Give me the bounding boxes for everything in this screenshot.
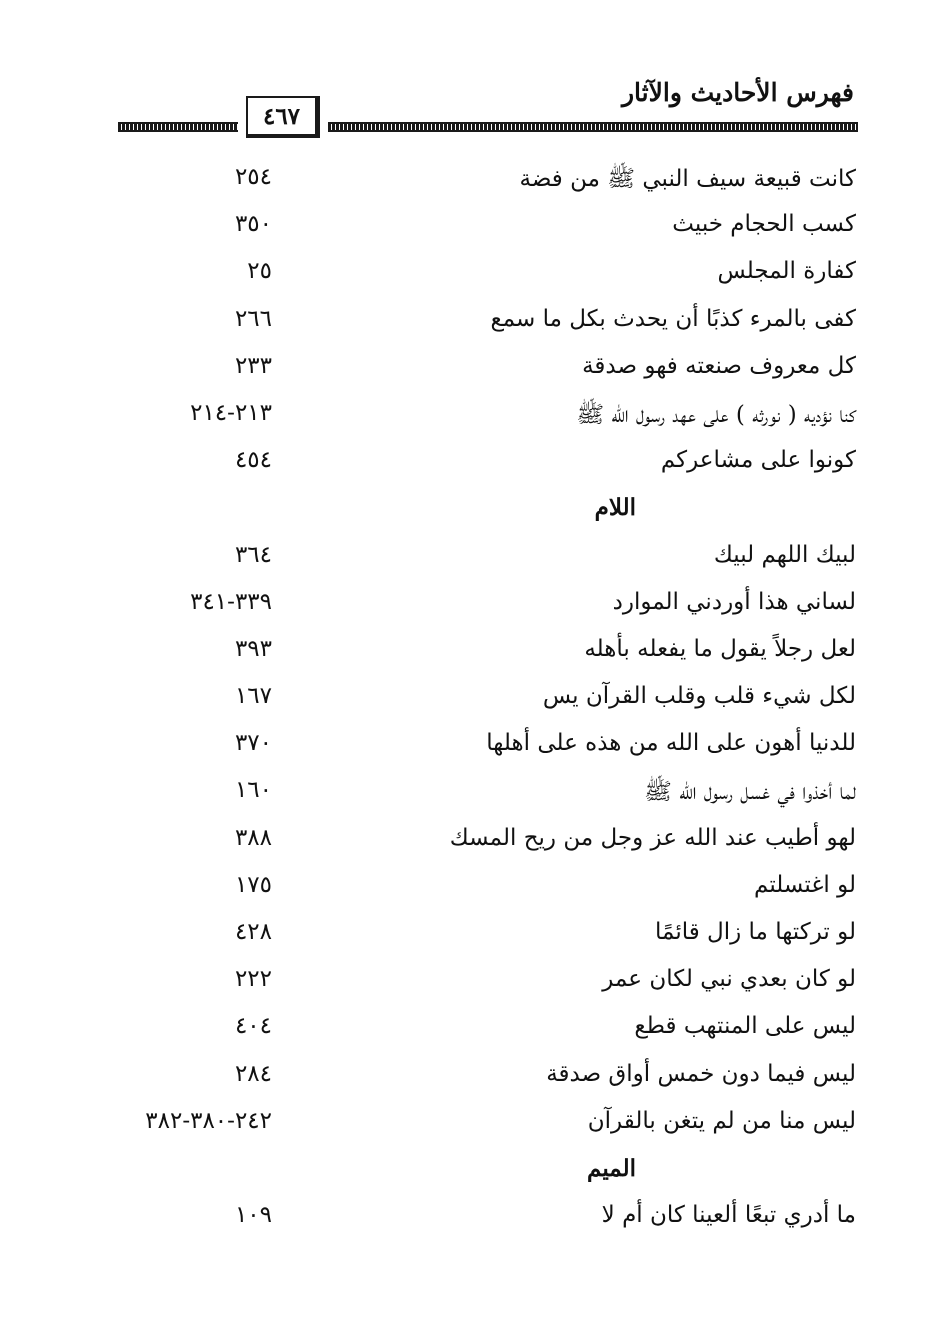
index-entry-row [0,960,936,1007]
index-entry-row [0,913,936,960]
index-entry-row [0,252,936,299]
entry-page-numbers: ٤٢٨ [234,919,272,945]
hadith-index-list [0,158,936,1243]
entry-text: لكل شيء قلب وقلب القرآن يس [542,683,856,710]
entry-text: لهو أطيب عند الله عز وجل من ريح المسك [449,824,856,851]
entry-text: كانت قبيعة سيف النبي ﷺ من فضة [519,166,856,192]
entry-text: كل معروف صنعته فهو صدقة [582,352,856,379]
entry-page-numbers: ١٦٧ [234,683,272,710]
entry-page-numbers: ٢٥٤ [234,164,272,190]
section-heading: اللام [594,494,636,522]
index-entry-row [0,724,936,771]
entry-page-numbers: ٢٥ [247,258,272,285]
index-entry-row [0,771,936,818]
entry-text: لعل رجلاً يقول ما يفعله بأهله [584,635,856,662]
index-entry-row [0,1102,936,1149]
index-entry-row [0,347,936,394]
header-rule-right [328,122,858,132]
entry-page-numbers: ٤٥٤ [234,447,272,474]
index-entry-row [0,583,936,630]
entry-text: ما أدري تبعًا ألعينا كان أم لا [601,1202,856,1229]
page-number: ٤٦٧ [246,96,320,138]
entry-text: كسب الحجام خبيث [672,211,856,238]
index-entry-row [0,394,936,441]
entry-text: كنا نؤديه ( نورثه ) على عهد رسول الله ﷺ [576,401,856,428]
index-entry-row [0,300,936,347]
index-entry-row [0,866,936,913]
entry-page-numbers: ١٦٠ [234,777,272,804]
entry-page-numbers: ٣٥٠ [234,211,272,238]
section-heading: الميم [587,1154,636,1182]
entry-page-numbers: ١٧٥ [234,871,272,898]
entry-page-numbers: ١٠٩ [234,1202,272,1229]
entry-text: ليس منا من لم يتغن بالقرآن [587,1107,856,1134]
index-entry-row [0,1196,936,1243]
running-header-title: فهرس الأحاديث والآثار [621,78,854,107]
index-entry-row [0,630,936,677]
index-entry-row [0,158,936,205]
entry-page-numbers: ٢٢٢ [234,966,272,993]
entry-text: لو كان بعدي نبي لكان عمر [602,966,856,993]
index-entry-row [0,1055,936,1102]
index-entry-row [0,205,936,252]
entry-text: كفارة المجلس [717,258,856,285]
entry-page-numbers: ٣٩٣ [234,635,272,662]
entry-text: لما أخذوا في غسل رسول الله ﷺ [644,779,856,806]
entry-page-numbers: ٢١٣-٢١٤ [190,399,272,426]
index-entry-row [0,441,936,488]
header-rule-left [118,122,238,132]
entry-text: ليس فيما دون خمس أواق صدقة [546,1060,856,1087]
index-entry-row [0,677,936,724]
entry-text: لو تركتها ما زال قائمًا [655,919,856,945]
entry-text: لساني هذا أوردني الموارد [612,588,856,615]
entry-text: لبيك اللهم لبيك [713,541,856,568]
entry-text: ليس على المنتهب قطع [634,1013,856,1040]
entry-page-numbers: ٣٧٠ [234,730,272,757]
entry-page-numbers: ٣٨٨ [234,824,272,851]
index-entry-row [0,1007,936,1054]
index-entry-row [0,819,936,866]
entry-page-numbers: ٤٠٤ [234,1013,272,1040]
entry-page-numbers: ٢٤٢-٣٨٠-٣٨٢ [145,1107,272,1134]
entry-text: لو اغتسلتم [754,871,856,898]
entry-page-numbers: ٣٣٩-٣٤١ [190,588,272,615]
entry-text: للدنيا أهون على الله من هذه على أهلها [486,730,856,757]
section-heading-row [0,488,936,535]
section-heading-row [0,1149,936,1196]
index-entry-row [0,536,936,583]
entry-text: كفى بالمرء كذبًا أن يحدث بكل ما سمع [490,305,856,332]
entry-text: كونوا على مشاعركم [660,447,856,474]
entry-page-numbers: ٢٣٣ [234,352,272,379]
entry-page-numbers: ٢٦٦ [234,305,272,332]
entry-page-numbers: ٣٦٤ [234,541,272,568]
entry-page-numbers: ٢٨٤ [234,1060,272,1087]
